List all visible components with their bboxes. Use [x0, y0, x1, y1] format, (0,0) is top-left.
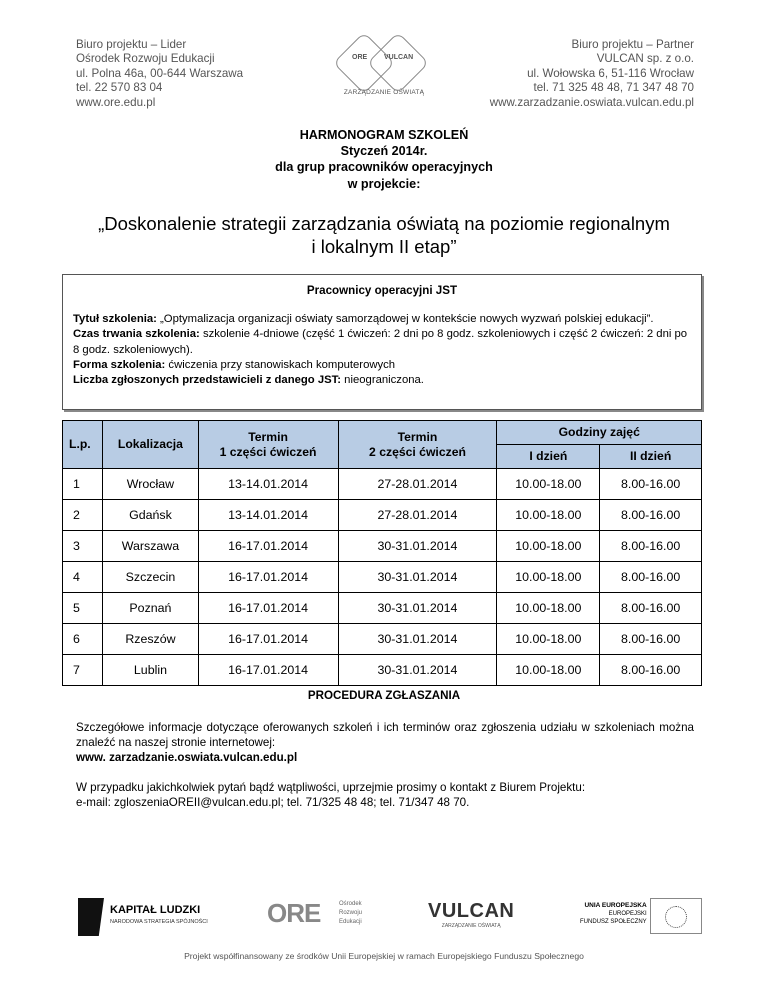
- ore-side-line: Rozwoju: [339, 910, 363, 916]
- website-link[interactable]: www. zarzadzanie.oswiata.vulcan.edu.pl: [76, 751, 298, 764]
- cell-location: Gdańsk: [103, 500, 198, 531]
- cell-term1: 13-14.01.2014: [198, 469, 338, 500]
- kapital-ludzki-flag-icon: [78, 898, 104, 936]
- cell-term2: 30-31.01.2014: [338, 531, 497, 562]
- cell-day2: 8.00-16.00: [600, 593, 702, 624]
- cell-day1: 10.00-18.00: [497, 531, 600, 562]
- cell-term1: 16-17.01.2014: [198, 593, 338, 624]
- project-title-line: „Doskonalenie strategii zarządzania oświatą na poziomie regionalnym: [98, 213, 670, 234]
- training-info-box: [62, 274, 702, 410]
- training-duration-value: szkolenie 4-dniowe (część 1 ćwiczeń: 2 dni po 8 godz. szkoleniowych i część 2 ćwiczeń: 2 dni po 8 godz. szkoleniowych).: [73, 328, 688, 356]
- header-left-line: tel. 22 570 83 04: [76, 81, 163, 95]
- header-term2-line1: Termin: [397, 429, 438, 444]
- cell-lp: 5: [63, 593, 103, 624]
- cell-day1: 10.00-18.00: [497, 469, 600, 500]
- cell-lp: 6: [63, 624, 103, 655]
- table-row: [63, 469, 702, 500]
- vulcan-mark: VULCAN: [428, 900, 515, 922]
- table-row: [63, 624, 702, 655]
- participant-count: [73, 373, 691, 388]
- cell-location: Rzeszów: [103, 624, 198, 655]
- box-body: [63, 312, 701, 388]
- cell-location: Lublin: [103, 655, 198, 686]
- header-left-line: Ośrodek Rozwoju Edukacji: [76, 52, 215, 66]
- cell-location: Wrocław: [103, 469, 198, 500]
- header-term1-line1: Termin: [248, 429, 288, 444]
- project-title-line: i lokalnym II etap”: [311, 236, 457, 257]
- logo-subtitle: ZARZĄDZANIE OŚWIATĄ: [343, 89, 425, 96]
- cell-term2: 27-28.01.2014: [338, 500, 497, 531]
- training-form: [73, 358, 691, 373]
- cell-day2: 8.00-16.00: [600, 469, 702, 500]
- header-term1: [198, 421, 338, 469]
- cell-location: Szczecin: [103, 562, 198, 593]
- title-line: w projekcie:: [347, 176, 421, 191]
- cell-day1: 10.00-18.00: [497, 593, 600, 624]
- cell-day1: 10.00-18.00: [497, 562, 600, 593]
- ore-side-line: Ośrodek: [339, 901, 362, 907]
- ore-side-line: Edukacji: [339, 919, 362, 925]
- cell-lp: 7: [63, 655, 103, 686]
- title-line: Styczeń 2014r.: [340, 144, 428, 159]
- header-right-line: www.zarzadzanie.oswiata.vulcan.edu.pl: [489, 95, 694, 109]
- header-term2-line2: 2 części ćwiczeń: [369, 444, 466, 459]
- header-left-line: Biuro projektu – Lider: [76, 38, 187, 51]
- header-lider-address: [76, 38, 243, 110]
- header-term2: [338, 421, 497, 469]
- schedule-table: [62, 420, 702, 686]
- table-row: [63, 531, 702, 562]
- header-right-line: VULCAN sp. z o.o.: [596, 52, 694, 66]
- training-title: [73, 312, 691, 327]
- ore-vulcan-logo: [332, 38, 436, 96]
- cell-term1: 16-17.01.2014: [198, 624, 338, 655]
- table-row: [63, 655, 702, 686]
- cell-term1: 16-17.01.2014: [198, 655, 338, 686]
- eu-line: EUROPEJSKI: [608, 911, 647, 917]
- cell-lp: 3: [63, 531, 103, 562]
- procedure-body: [76, 720, 694, 825]
- cell-day1: 10.00-18.00: [497, 655, 600, 686]
- cell-term2: 30-31.01.2014: [338, 655, 497, 686]
- participant-count-label: Liczba zgłoszonych przedstawicieli z danego JST:: [73, 374, 342, 387]
- cell-day1: 10.00-18.00: [497, 500, 600, 531]
- header-left-line: www.ore.edu.pl: [76, 95, 156, 109]
- procedure-heading: PROCEDURA ZGŁASZANIA: [307, 689, 461, 702]
- title-line: dla grup pracowników operacyjnych: [275, 160, 493, 175]
- eu-flag-icon: [650, 898, 702, 934]
- training-form-label: Forma szkolenia:: [73, 358, 166, 371]
- cell-day1: 10.00-18.00: [497, 624, 600, 655]
- eu-line: UNIA EUROPEJSKA: [584, 902, 647, 909]
- cell-location: Warszawa: [103, 531, 198, 562]
- logo-diamond-right: [367, 32, 429, 94]
- contact-paragraph: [76, 780, 694, 810]
- procedure-paragraph: [76, 720, 694, 765]
- header-partner-address: [490, 38, 694, 110]
- eu-text: [580, 902, 647, 926]
- cofinancing-note: Projekt współfinansowany ze środków Unii Europejskiej w ramach Europejskiego Funduszu Społecznego: [184, 951, 584, 961]
- cell-lp: 2: [63, 500, 103, 531]
- vulcan-logo: [428, 900, 514, 929]
- cell-day2: 8.00-16.00: [600, 500, 702, 531]
- table-row: [63, 500, 702, 531]
- ore-side-text: [339, 900, 362, 927]
- cell-lp: 1: [63, 469, 103, 500]
- training-duration-label: Czas trwania szkolenia:: [73, 328, 200, 341]
- table-row: [63, 562, 702, 593]
- title-line: HARMONOGRAM SZKOLEŃ: [299, 128, 469, 142]
- contact-text: W przypadku jakichkolwiek pytań bądź wątpliwości, uprzejmie prosimy o kontakt z Biurem Projektu:: [76, 781, 586, 794]
- eu-line: FUNDUSZ SPOŁECZNY: [580, 919, 647, 925]
- training-form-value: ćwiczenia przy stanowiskach komputerowych: [165, 358, 396, 371]
- project-title: [0, 212, 768, 258]
- cell-term1: 16-17.01.2014: [198, 531, 338, 562]
- box-heading: Pracownicy operacyjni JST: [306, 284, 458, 297]
- cell-lp: 4: [63, 562, 103, 593]
- vulcan-subtitle: ZARZĄDZANIE OŚWIATĄ: [441, 923, 501, 929]
- header-term1-line2: 1 części ćwiczeń: [219, 444, 317, 459]
- eu-stars-icon: [665, 906, 687, 928]
- cell-term2: 30-31.01.2014: [338, 562, 497, 593]
- training-title-value: „Optymalizacja organizacji oświaty samorządowej w kontekście nowych wyzwań polskiej edukacji”.: [156, 313, 654, 326]
- logo-ore-text: ORE: [352, 54, 368, 61]
- header-right-line: Biuro projektu – Partner: [571, 38, 694, 51]
- ore-logo: [267, 898, 363, 929]
- header-location: Lokalizacja: [103, 421, 198, 469]
- cell-day2: 8.00-16.00: [600, 655, 702, 686]
- procedure-text: Szczegółowe informacje dotyczące oferowanych szkoleń i ich terminów oraz zgłoszenia udziału w szkoleniach można znaleźć na naszej stronie internetowej:: [76, 721, 694, 749]
- schedule-title: [0, 127, 768, 192]
- cell-term2: 27-28.01.2014: [338, 469, 497, 500]
- header-right-line: tel. 71 325 48 48, 71 347 48 70: [533, 81, 694, 95]
- logo-vulcan-text: VULCAN: [384, 54, 414, 61]
- table-row: [63, 593, 702, 624]
- kapital-ludzki-subtitle: NARODOWA STRATEGIA SPÓJNOŚCI: [110, 919, 208, 925]
- cell-term1: 16-17.01.2014: [198, 562, 338, 593]
- header-day1: I dzień: [497, 445, 600, 469]
- header-lp: L.p.: [63, 421, 103, 469]
- cell-location: Poznań: [103, 593, 198, 624]
- ore-mark: ORE: [267, 898, 321, 928]
- cell-day2: 8.00-16.00: [600, 562, 702, 593]
- contact-details: e-mail: zgloszeniaOREII@vulcan.edu.pl; tel. 71/325 48 48; tel. 71/347 48 70.: [76, 796, 470, 809]
- cell-day2: 8.00-16.00: [600, 624, 702, 655]
- cell-term2: 30-31.01.2014: [338, 624, 497, 655]
- footer-logos: [0, 892, 768, 942]
- cell-term1: 13-14.01.2014: [198, 500, 338, 531]
- header-left-line: ul. Polna 46a, 00-644 Warszawa: [76, 66, 244, 80]
- kapital-ludzki-title: KAPITAŁ LUDZKI: [110, 904, 201, 916]
- header-hours: Godziny zajęć: [497, 421, 702, 445]
- training-duration: [73, 327, 691, 357]
- cell-day2: 8.00-16.00: [600, 531, 702, 562]
- cell-term2: 30-31.01.2014: [338, 593, 497, 624]
- header-day2: II dzień: [600, 445, 702, 469]
- header-right-line: ul. Wołowska 6, 51-116 Wrocław: [527, 66, 694, 80]
- participant-count-value: nieograniczona.: [341, 374, 424, 387]
- training-title-label: Tytuł szkolenia:: [73, 313, 157, 326]
